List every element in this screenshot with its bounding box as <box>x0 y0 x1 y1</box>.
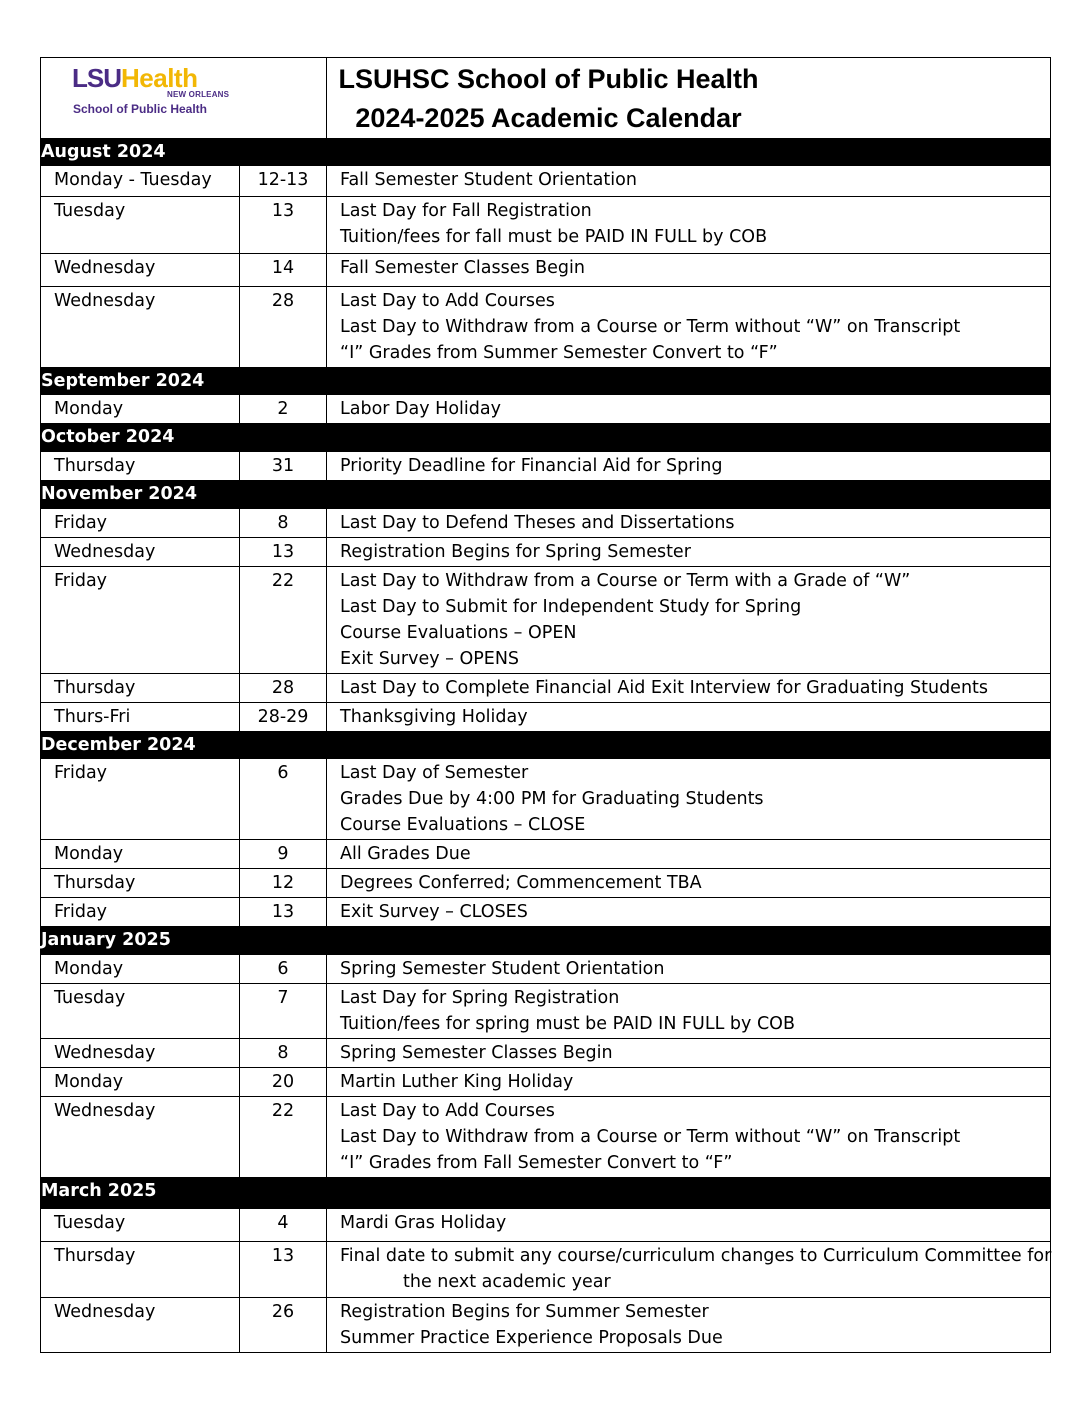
month-header-spacer <box>327 424 1051 452</box>
event-item: Last Day to Complete Financial Aid Exit Interview for Graduating Students <box>340 678 989 698</box>
event-description <box>327 452 1051 481</box>
event-row <box>41 703 1051 732</box>
event-row <box>41 1242 1051 1298</box>
title-line-2: 2024-2025 Academic Calendar <box>355 103 742 133</box>
month-header-spacer <box>240 424 327 452</box>
event-date: 4 <box>240 1209 327 1242</box>
event-date: 28-29 <box>240 703 327 732</box>
event-date: 6 <box>240 955 327 984</box>
event-weekday: Thurs-Fri <box>41 703 240 732</box>
event-item: Spring Semester Student Orientation <box>340 959 665 979</box>
month-header-spacer <box>240 1178 327 1209</box>
event-date: 13 <box>240 538 327 567</box>
event-description <box>327 869 1051 898</box>
event-item: Priority Deadline for Financial Aid for Spring <box>340 456 723 476</box>
logo-school-name: School of Public Health <box>73 102 208 116</box>
logo <box>41 58 327 139</box>
month-header-row <box>41 424 1051 452</box>
month-header-row <box>41 139 1051 166</box>
academic-calendar-table <box>40 57 1051 1353</box>
event-weekday: Monday - Tuesday <box>41 166 240 197</box>
event-weekday: Wednesday <box>41 254 240 287</box>
event-row <box>41 287 1051 368</box>
event-date: 20 <box>240 1068 327 1097</box>
event-date: 22 <box>240 1097 327 1178</box>
event-date: 13 <box>240 197 327 254</box>
month-header-spacer <box>327 927 1051 955</box>
event-item: the next academic year <box>403 1272 611 1292</box>
month-header-spacer <box>327 139 1051 166</box>
event-description <box>327 840 1051 869</box>
event-description <box>327 254 1051 287</box>
event-row <box>41 869 1051 898</box>
event-item: Last Day of Semester <box>340 763 529 783</box>
calendar-header-row <box>41 58 1051 139</box>
event-row <box>41 567 1051 674</box>
event-item: Registration Begins for Summer Semester <box>340 1302 709 1322</box>
event-row <box>41 955 1051 984</box>
event-description <box>327 197 1051 254</box>
event-item: Last Day to Defend Theses and Dissertations <box>340 513 735 533</box>
event-weekday: Monday <box>41 395 240 424</box>
event-date: 13 <box>240 1242 327 1298</box>
event-weekday: Thursday <box>41 674 240 703</box>
event-row <box>41 1039 1051 1068</box>
month-header-spacer <box>240 139 327 166</box>
event-weekday: Wednesday <box>41 1097 240 1178</box>
month-label: November 2024 <box>41 481 240 509</box>
event-item: Spring Semester Classes Begin <box>340 1043 613 1063</box>
event-description <box>327 166 1051 197</box>
event-row <box>41 395 1051 424</box>
event-description <box>327 955 1051 984</box>
event-row <box>41 1298 1051 1353</box>
event-weekday: Thursday <box>41 869 240 898</box>
event-date: 14 <box>240 254 327 287</box>
month-header-spacer <box>240 927 327 955</box>
event-description <box>327 287 1051 368</box>
event-row <box>41 674 1051 703</box>
month-label: September 2024 <box>41 368 240 395</box>
event-description <box>327 898 1051 927</box>
event-item: Summer Practice Experience Proposals Due <box>340 1328 723 1348</box>
event-item: Last Day for Fall Registration <box>340 201 592 221</box>
event-date: 28 <box>240 287 327 368</box>
month-header-spacer <box>327 481 1051 509</box>
month-header-spacer <box>240 732 327 759</box>
event-item: Last Day to Withdraw from a Course or Term without “W” on Transcript <box>340 1127 961 1147</box>
event-weekday: Tuesday <box>41 984 240 1039</box>
event-description <box>327 1068 1051 1097</box>
event-item: Fall Semester Student Orientation <box>340 170 637 190</box>
event-item: Last Day to Add Courses <box>340 291 555 311</box>
event-row <box>41 984 1051 1039</box>
month-label: March 2025 <box>41 1178 240 1209</box>
event-item: Degrees Conferred; Commencement TBA <box>340 873 702 893</box>
month-header-spacer <box>240 368 327 395</box>
event-description <box>327 1298 1051 1353</box>
event-date: 22 <box>240 567 327 674</box>
event-item: Exit Survey – OPENS <box>340 649 520 669</box>
event-description <box>327 567 1051 674</box>
event-row <box>41 509 1051 538</box>
month-header-spacer <box>327 732 1051 759</box>
event-weekday: Friday <box>41 898 240 927</box>
month-header-spacer <box>327 368 1051 395</box>
event-row <box>41 1097 1051 1178</box>
event-description <box>327 759 1051 840</box>
event-date: 31 <box>240 452 327 481</box>
event-item: Last Day to Withdraw from a Course or Term without “W” on Transcript <box>340 317 961 337</box>
event-row <box>41 452 1051 481</box>
event-weekday: Wednesday <box>41 1039 240 1068</box>
month-label: January 2025 <box>41 927 240 955</box>
event-description <box>327 1209 1051 1242</box>
event-weekday: Monday <box>41 1068 240 1097</box>
event-item: “I” Grades from Summer Semester Convert to “F” <box>340 343 778 363</box>
event-description <box>327 1242 1051 1298</box>
event-date: 12 <box>240 869 327 898</box>
event-item: Last Day to Submit for Independent Study for Spring <box>340 597 802 617</box>
month-header-row <box>41 481 1051 509</box>
event-weekday: Wednesday <box>41 538 240 567</box>
event-row <box>41 166 1051 197</box>
event-item: Last Day to Withdraw from a Course or Term with a Grade of “W” <box>340 571 911 591</box>
event-item: Final date to submit any course/curriculum changes to Curriculum Committee for <box>340 1246 1052 1266</box>
event-item: “I” Grades from Fall Semester Convert to “F” <box>340 1153 733 1173</box>
event-weekday: Wednesday <box>41 1298 240 1353</box>
page-title <box>327 58 1051 139</box>
event-item: Exit Survey – CLOSES <box>340 902 528 922</box>
event-date: 7 <box>240 984 327 1039</box>
month-header-spacer <box>240 481 327 509</box>
event-weekday: Thursday <box>41 1242 240 1298</box>
event-item: Thanksgiving Holiday <box>340 707 528 727</box>
event-row <box>41 1068 1051 1097</box>
event-item: Grades Due by 4:00 PM for Graduating Students <box>340 789 764 809</box>
event-row <box>41 197 1051 254</box>
event-item: Registration Begins for Spring Semester <box>340 542 691 562</box>
event-date: 6 <box>240 759 327 840</box>
event-item: All Grades Due <box>340 844 471 864</box>
month-label: December 2024 <box>41 732 240 759</box>
event-row <box>41 840 1051 869</box>
event-row <box>41 759 1051 840</box>
month-label: October 2024 <box>41 424 240 452</box>
event-weekday: Friday <box>41 509 240 538</box>
event-row <box>41 538 1051 567</box>
event-weekday: Wednesday <box>41 287 240 368</box>
logo-wordmark: LSUHealth <box>72 63 198 93</box>
month-header-row <box>41 927 1051 955</box>
event-item: Last Day to Add Courses <box>340 1101 555 1121</box>
event-description <box>327 984 1051 1039</box>
event-row <box>41 898 1051 927</box>
event-weekday: Thursday <box>41 452 240 481</box>
event-weekday: Friday <box>41 759 240 840</box>
event-date: 9 <box>240 840 327 869</box>
event-date: 13 <box>240 898 327 927</box>
event-date: 8 <box>240 509 327 538</box>
event-item: Tuition/fees for fall must be PAID IN FULL by COB <box>340 227 768 247</box>
event-row <box>41 254 1051 287</box>
event-item: Course Evaluations – OPEN <box>340 623 577 643</box>
month-header-row <box>41 1178 1051 1209</box>
event-description <box>327 703 1051 732</box>
event-row <box>41 1209 1051 1242</box>
event-weekday: Tuesday <box>41 197 240 254</box>
event-description <box>327 538 1051 567</box>
event-description <box>327 509 1051 538</box>
event-date: 12-13 <box>240 166 327 197</box>
month-label: August 2024 <box>41 139 240 166</box>
month-header-row <box>41 732 1051 759</box>
event-date: 2 <box>240 395 327 424</box>
logo-subtitle: NEW ORLEANS <box>167 90 230 99</box>
event-description <box>327 1039 1051 1068</box>
event-weekday: Tuesday <box>41 1209 240 1242</box>
event-description <box>327 674 1051 703</box>
event-date: 28 <box>240 674 327 703</box>
month-header-spacer <box>327 1178 1051 1209</box>
event-date: 8 <box>240 1039 327 1068</box>
event-description <box>327 1097 1051 1178</box>
event-weekday: Monday <box>41 840 240 869</box>
event-weekday: Friday <box>41 567 240 674</box>
month-header-row <box>41 368 1051 395</box>
event-item: Mardi Gras Holiday <box>340 1213 507 1233</box>
event-item: Last Day for Spring Registration <box>340 988 620 1008</box>
event-item: Martin Luther King Holiday <box>340 1072 574 1092</box>
event-weekday: Monday <box>41 955 240 984</box>
title-line-1: LSUHSC School of Public Health <box>338 64 759 94</box>
event-item: Labor Day Holiday <box>340 399 501 419</box>
event-date: 26 <box>240 1298 327 1353</box>
event-item: Tuition/fees for spring must be PAID IN FULL by COB <box>340 1014 795 1034</box>
event-item: Fall Semester Classes Begin <box>340 258 585 278</box>
event-description <box>327 395 1051 424</box>
event-item: Course Evaluations – CLOSE <box>340 815 586 835</box>
